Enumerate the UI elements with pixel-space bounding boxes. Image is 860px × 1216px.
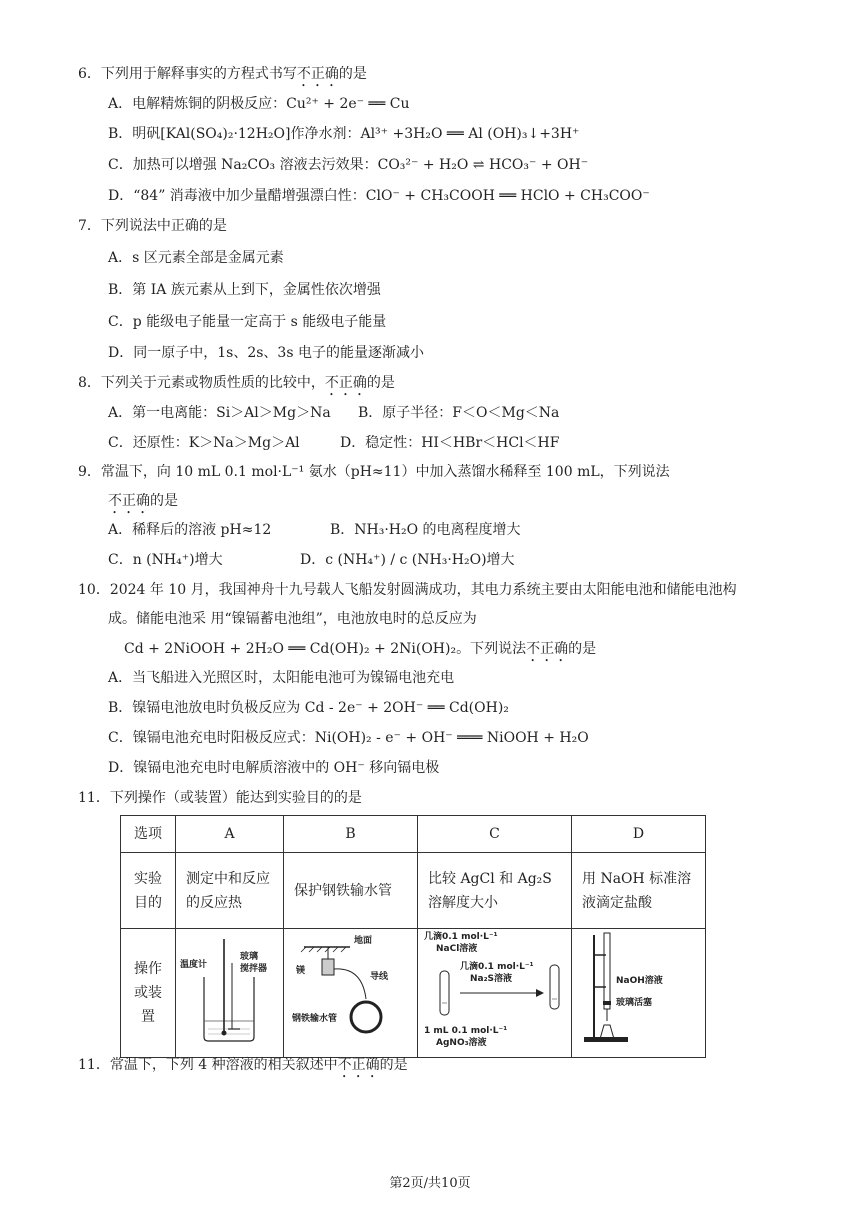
q9-stem-line1: 9．常温下，向 10 mL 0.1 mol·L⁻¹ 氨水（pH≈11）中加入蒸馏水稀释至 100 mL，下列说法 [78,464,670,480]
q6-option-c: C．加热可以增强 Na₂CO₃ 溶液去污效果：CO₃²⁻ + H₂O ⇌ HCO₃⁻ + OH⁻ [108,157,589,173]
q10-stem-line3: Cd + 2NiOOH + 2H₂O ══ Cd(OH)₂ + 2Ni(OH)₂。下列说法不正确的是 [124,641,597,657]
q8-option-a: A．第一电离能：Si＞Al＞Mg＞Na [108,405,331,421]
label-na2s-1: 几滴0.1 mol·L⁻¹ [460,962,534,972]
purpose-d: 用 NaOH 标准溶液滴定盐酸 [572,853,706,929]
apparatus-d [572,929,706,1058]
wire-line [334,969,366,999]
arrow-head-icon [536,989,544,997]
label-agno3-2: AgNO₃溶液 [436,1038,487,1048]
q6-stem: 6．下列用于解释事实的方程式书写不正确的是 [78,66,367,82]
label-thermometer: 温度计 [180,960,208,970]
q10-option-b: B．镍镉电池放电时负极反应为 Cd - 2e⁻ + 2OH⁻ ══ Cd(OH)₂ [108,700,509,716]
q10-stem-line2: 成。储能电池采 用“镍镉蓄电池组”，电池放电时的总反应为 [108,611,477,627]
header-d: D [572,816,706,853]
header-c: C [418,816,572,853]
label-ground: 地面 [354,936,373,946]
purpose-b: 保护钢铁输水管 [284,853,418,929]
q7-option-c: C．p 能级电子能量一定高于 s 能级电子能量 [108,314,387,330]
q12-stem: 11．常温下，下列 4 种溶液的相关叙述中不正确的是 [78,1057,408,1073]
pipe-icon [351,1002,381,1032]
label-na2s-2: Na₂S溶液 [470,974,513,984]
q10-option-a: A．当飞船进入光照区时，太阳能电池可为镍镉电池充电 [108,670,455,686]
test-tube-1-icon [440,971,449,1015]
q11-stem: 11．下列操作（或装置）能达到实验目的的是 [78,790,362,806]
q6-option-a: A．电解精炼铜的阴极反应：Cu²⁺ + 2e⁻ ══ Cu [108,96,410,112]
test-tube-2-icon [550,965,559,1009]
label-agno3-1: 1 mL 0.1 mol·L⁻¹ [424,1026,508,1036]
apparatus-a [176,929,284,1058]
label-naoh: NaOH溶液 [616,976,663,986]
q6-option-d: D．“84” 消毒液中加少量醋增强漂白性：ClO⁻ + CH₃COOH ══ HClO + CH₃COO⁻ [108,188,650,204]
q8-option-b: B．原子半径：F＜O＜Mg＜Na [358,405,560,421]
label-magnesium: 镁 [296,966,306,976]
experiment-table [120,815,706,1058]
label-wire: 导线 [370,972,389,982]
q7-stem: 7．下列说法中正确的是 [78,218,227,234]
q8-option-d: D．稳定性：HI＜HBr＜HCl＜HF [340,435,560,451]
q6-option-b: B．明矾[KAl(SO₄)₂·12H₂O]作净水剂：Al³⁺ +3H₂O ══ Al (OH)₃↓+3H⁺ [108,126,580,142]
q7-option-d: D．同一原子中，1s、2s、3s 电子的能量逐渐减小 [108,345,424,361]
q8-stem: 8．下列关于元素或物质性质的比较中，不正确的是 [78,375,395,391]
row-label-apparatus: 操作或装置 [121,929,176,1058]
q10-option-d: D．镍镉电池充电时电解质溶液中的 OH⁻ 移向镉电极 [108,760,440,776]
table-row-purpose [121,853,706,929]
titration-figure [572,929,705,1049]
header-a: A [176,816,284,853]
precipitation-figure [418,929,571,1049]
q9-option-d: D．c (NH₄⁺) / c (NH₃·H₂O)增大 [300,552,515,568]
burette-icon [604,933,610,1009]
label-nacl-2: NaCl溶液 [436,944,478,954]
q10-stem-line1: 10．2024 年 10 月，我国神舟十九号载人飞船发射圆满成功，其电力系统主要由太阳能电池和储能电池构 [78,582,737,598]
label-nacl-1: 几滴0.1 mol·L⁻¹ [424,932,498,942]
table-header-row [121,816,706,853]
label-stirrer-2: 搅拌器 [240,964,268,974]
label-stirrer-1: 玻璃 [240,952,259,962]
q8-option-c: C．还原性：K＞Na＞Mg＞Al [108,435,300,451]
apparatus-b [284,929,418,1058]
apparatus-c [418,929,572,1058]
q7-option-a: A．s 区元素全部是金属元素 [108,250,284,266]
row-label-purpose: 实验目的 [121,853,176,929]
header-b: B [284,816,418,853]
page-footer: 第2页/共10页 [389,1176,471,1191]
q9-option-c: C．n (NH₄⁺)增大 [108,552,223,568]
purpose-c: 比较 AgCl 和 Ag₂S 溶解度大小 [418,853,572,929]
label-pipe: 钢铁输水管 [292,1014,338,1024]
flask-icon [600,1025,614,1039]
q9-option-b: B．NH₃·H₂O 的电离程度增大 [330,522,521,538]
q7-option-b: B．第 IA 族元素从上到下，金属性依次增强 [108,282,381,298]
q9-stem-line2: 不正确的是 [108,493,178,509]
calorimeter-figure [176,929,283,1049]
q10-option-c: C．镍镉电池充电时阳极反应式：Ni(OH)₂ - e⁻ + OH⁻ ═══ NiOOH + H₂O [108,730,589,746]
cathodic-protection-figure [284,929,417,1049]
table-row-apparatus [121,929,706,1058]
header-option: 选项 [121,816,176,853]
magnesium-block-icon [322,959,334,975]
label-valve: 玻璃活塞 [616,998,653,1008]
stopcock-icon [603,1001,611,1005]
q9-option-a: A．稀释后的溶液 pH≈12 [108,522,272,538]
purpose-a: 测定中和反应的反应热 [176,853,284,929]
